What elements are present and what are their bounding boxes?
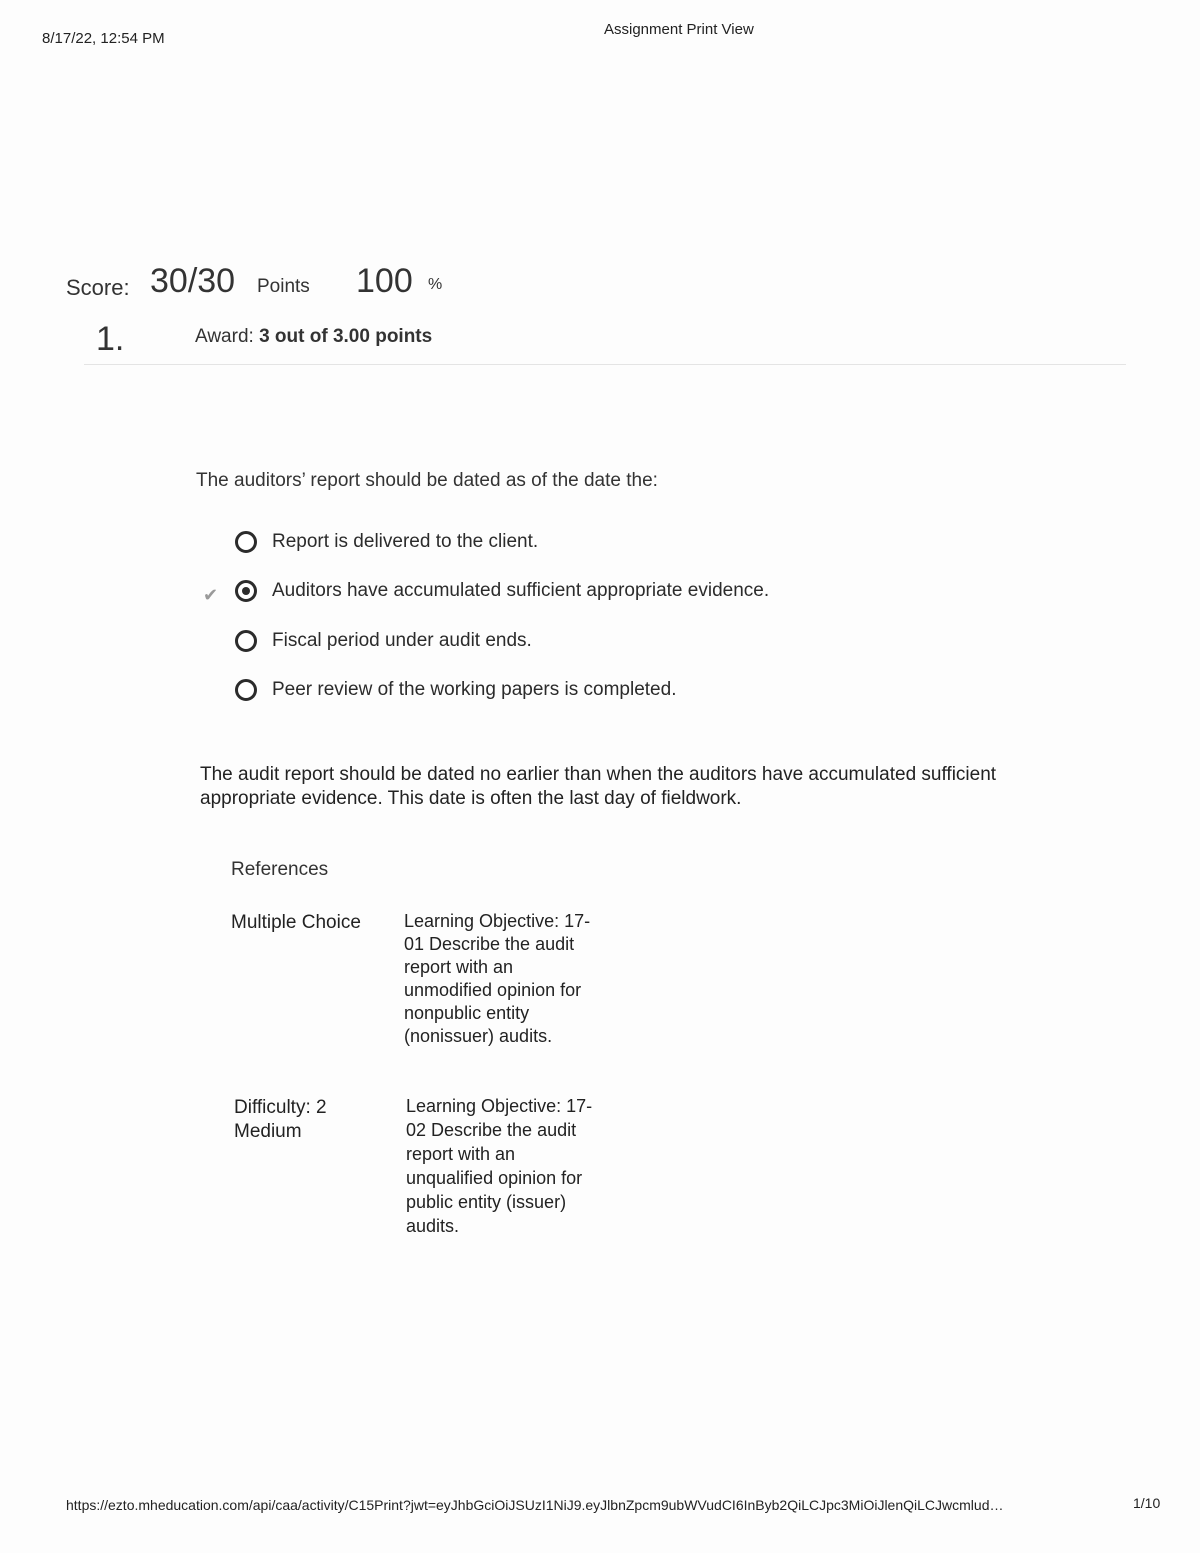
answer-option[interactable] bbox=[235, 679, 676, 701]
radio-button[interactable] bbox=[235, 630, 257, 652]
reference-value: Learning Objective: 17-01 Describe the audit report with an unmodified opinion for nonpublic entity (nonissuer) audits. bbox=[404, 911, 591, 1046]
answer-option-selected[interactable] bbox=[235, 580, 769, 602]
reference-value: Learning Objective: 17-02 Describe the audit report with an unqualified opinion for public entity (issuer) audits. bbox=[406, 1096, 593, 1236]
print-datetime: 8/17/22, 12:54 PM bbox=[42, 30, 165, 47]
answer-option[interactable] bbox=[235, 531, 538, 553]
answer-option-label: Auditors have accumulated sufficient appropriate evidence. bbox=[272, 580, 770, 601]
answer-explanation: The audit report should be dated no earlier than when the auditors have accumulated sufficient appropriate evidence. This date is often the last day of fieldwork. bbox=[200, 764, 997, 809]
score-unit: Points bbox=[257, 276, 310, 297]
page-title: Assignment Print View bbox=[604, 21, 754, 38]
score-value: 30/30 bbox=[150, 262, 236, 300]
award-value: 3 out of 3.00 points bbox=[259, 326, 433, 347]
radio-button-selected[interactable] bbox=[235, 580, 257, 602]
radio-button[interactable] bbox=[235, 531, 257, 553]
answer-option-label: Report is delivered to the client. bbox=[272, 531, 539, 552]
page-number: 1/10 bbox=[1133, 1495, 1161, 1511]
score-percent: 100 bbox=[356, 262, 413, 300]
page-url: https://ezto.mheducation.com/api/caa/activity/C15Print?jwt=eyJhbGciOiJSUzI1NiJ9.eyJlbnZpcm9ubWVudCI6InByb2QiLCJpc3MiOiJlenQiLCJwcmlud… bbox=[66, 1497, 1004, 1513]
percent-sign: % bbox=[428, 276, 443, 293]
correct-check-icon: ✔ bbox=[203, 585, 219, 605]
reference-key: Multiple Choice bbox=[231, 912, 361, 933]
answer-option-label: Fiscal period under audit ends. bbox=[272, 630, 532, 651]
answer-option-label: Peer review of the working papers is completed. bbox=[272, 679, 677, 700]
award-prefix: Award: bbox=[195, 326, 260, 347]
award-text bbox=[195, 326, 432, 348]
radio-button[interactable] bbox=[235, 679, 257, 701]
answer-option[interactable] bbox=[235, 630, 532, 652]
divider bbox=[84, 364, 1126, 365]
score-label: Score: bbox=[66, 275, 130, 300]
reference-key: Difficulty: 2 Medium bbox=[234, 1097, 327, 1142]
question-number: 1. bbox=[96, 320, 125, 358]
references-title: References bbox=[231, 859, 329, 880]
question-prompt: The auditors’ report should be dated as of the date the: bbox=[196, 470, 658, 491]
